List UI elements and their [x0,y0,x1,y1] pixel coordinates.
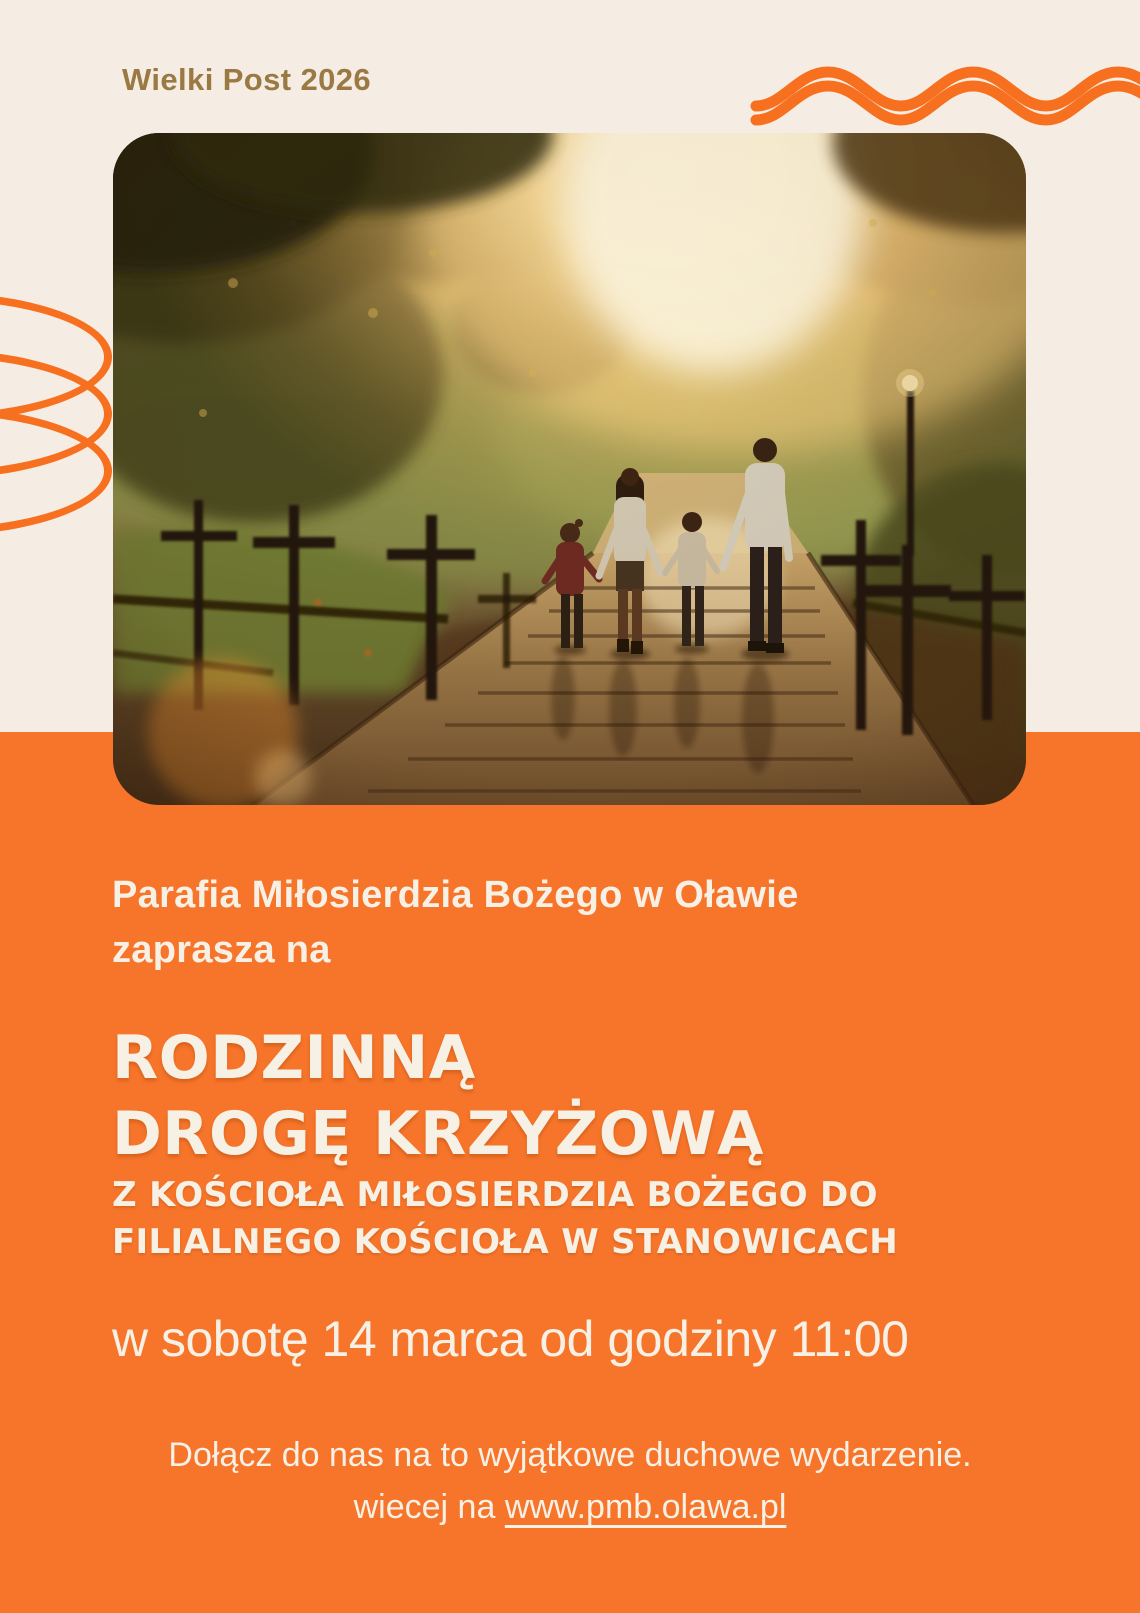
family-walk-illustration [113,133,1026,805]
event-title [112,1020,764,1172]
event-title-line2: DROGĘ KRZYŻOWĄ [112,1099,764,1169]
invite-line2: zaprasza na [112,929,331,971]
footer-more-info-prefix: wiecej na [353,1488,505,1526]
kicker-text: Wielki Post 2026 [122,62,372,97]
invite-line1: Parafia Miłosierdzia Bożego w Oławie [112,874,799,916]
event-subtitle-line1: Z KOŚCIOŁA MIŁOSIERDZIA BOŻEGO DO [112,1175,878,1215]
event-datetime: w sobotę 14 marca od godziny 11:00 [112,1311,909,1367]
event-subtitle [112,1172,898,1266]
invite-text [112,868,799,978]
event-title-line1: RODZINNĄ [112,1023,476,1093]
wave-decoration-icon [750,50,1140,134]
rings-decoration-icon [0,292,130,612]
website-link[interactable]: www.pmb.olawa.pl [504,1488,787,1526]
event-photo [113,133,1026,805]
footer-tagline: Dołącz do nas na to wyjątkowe duchowe wydarzenie. [168,1436,972,1474]
event-subtitle-line2: FILIALNEGO KOŚCIOŁA W STANOWICACH [112,1222,898,1262]
footer-more-info [0,1488,1140,1527]
